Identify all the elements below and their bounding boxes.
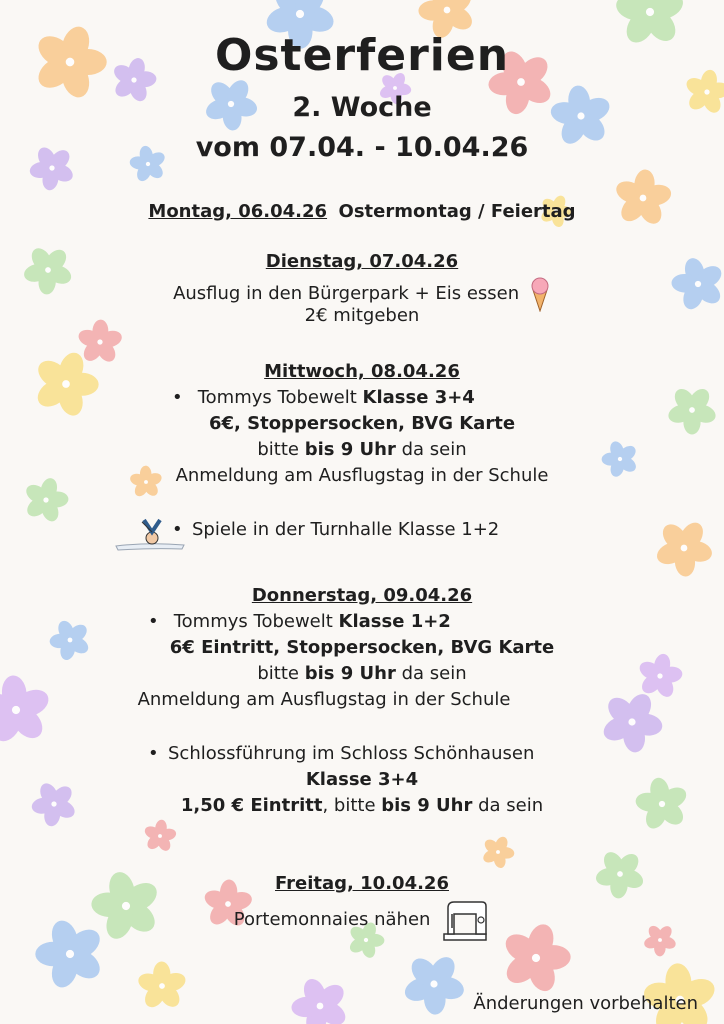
wednesday-item1-text: Tommys Tobewelt — [197, 387, 363, 408]
thursday-item2-cost-bold: 1,50 € Eintritt — [180, 795, 323, 816]
thursday-time-bold: bis 9 Uhr — [304, 663, 396, 684]
wednesday-time-bold: bis 9 Uhr — [304, 439, 396, 460]
thursday-item2-cost-mid: , bitte — [322, 795, 382, 816]
thursday-item2-class-text: Klasse 3+4 — [305, 769, 419, 790]
thursday-item1 — [148, 610, 451, 634]
wednesday-day: Mittwoch, 08.04.26 — [264, 361, 460, 382]
sewing-machine-icon — [440, 898, 490, 942]
wednesday-cost — [0, 412, 724, 436]
wednesday-time — [0, 438, 724, 462]
thursday-item2: • Schlossführung im Schloss Schönhausen — [148, 742, 534, 766]
thursday-day: Donnerstag, 09.04.26 — [251, 585, 473, 606]
thursday-item2-class — [0, 768, 724, 792]
friday-day-line — [0, 872, 724, 896]
tuesday-day-line — [0, 250, 724, 274]
wednesday-item1 — [172, 386, 475, 410]
date-range: vom 07.04. - 10.04.26 — [195, 132, 529, 163]
friday-activity: Portemonnaies nähen — [233, 909, 431, 930]
thursday-cost — [0, 636, 724, 660]
wednesday-signup: Anmeldung am Ausflugstag in der Schule — [175, 465, 549, 486]
thursday-signup: Anmeldung am Ausflugstag in der Schule — [137, 689, 511, 710]
thursday-item2-cost — [0, 794, 724, 818]
page-subtitle: 2. Woche — [292, 92, 432, 123]
tuesday-line2: 2€ mitgeben — [304, 305, 420, 326]
thursday-time-pre: bitte — [257, 663, 305, 684]
wednesday-item1-class: Klasse 3+4 — [362, 387, 475, 408]
flower-icon — [402, 952, 467, 1015]
wednesday-day-line — [0, 360, 724, 384]
page-title: Osterferien — [214, 30, 510, 81]
thursday-time — [0, 662, 724, 686]
thursday-item1-text: Tommys Tobewelt — [173, 611, 339, 632]
friday-day: Freitag, 10.04.26 — [275, 873, 449, 894]
thursday-item2-post: da sein — [472, 795, 544, 816]
wednesday-time-post: da sein — [395, 439, 467, 460]
flower-icon — [481, 835, 515, 869]
footer-note: Änderungen vorbehalten — [473, 993, 698, 1014]
wednesday-time-pre: bitte — [257, 439, 305, 460]
monday-block — [0, 200, 724, 224]
thursday-item1-class: Klasse 1+2 — [338, 611, 451, 632]
tuesday-day: Dienstag, 07.04.26 — [265, 251, 459, 272]
friday-line1 — [0, 898, 724, 942]
thursday-time-post: da sein — [395, 663, 467, 684]
wednesday-cost-text: 6€, Stoppersocken, BVG Karte — [208, 413, 516, 434]
monday-note: Ostermontag / Feiertag — [338, 201, 576, 222]
flower-icon — [654, 518, 714, 577]
thursday-day-line — [0, 584, 724, 608]
monday-day: Montag, 06.04.26 — [148, 201, 328, 222]
flower-icon — [143, 819, 177, 853]
flower-icon — [291, 976, 350, 1024]
thursday-item2-time-bold: bis 9 Uhr — [381, 795, 473, 816]
thursday-cost-text: 6€ Eintritt, Stoppersocken, BVG Karte — [169, 637, 555, 658]
flower-icon — [136, 961, 188, 1011]
tuesday-activity: Ausflug in den Bürgerpark + Eis essen — [173, 283, 520, 304]
wednesday-item2: • Spiele in der Turnhalle Klasse 1+2 — [172, 518, 499, 542]
